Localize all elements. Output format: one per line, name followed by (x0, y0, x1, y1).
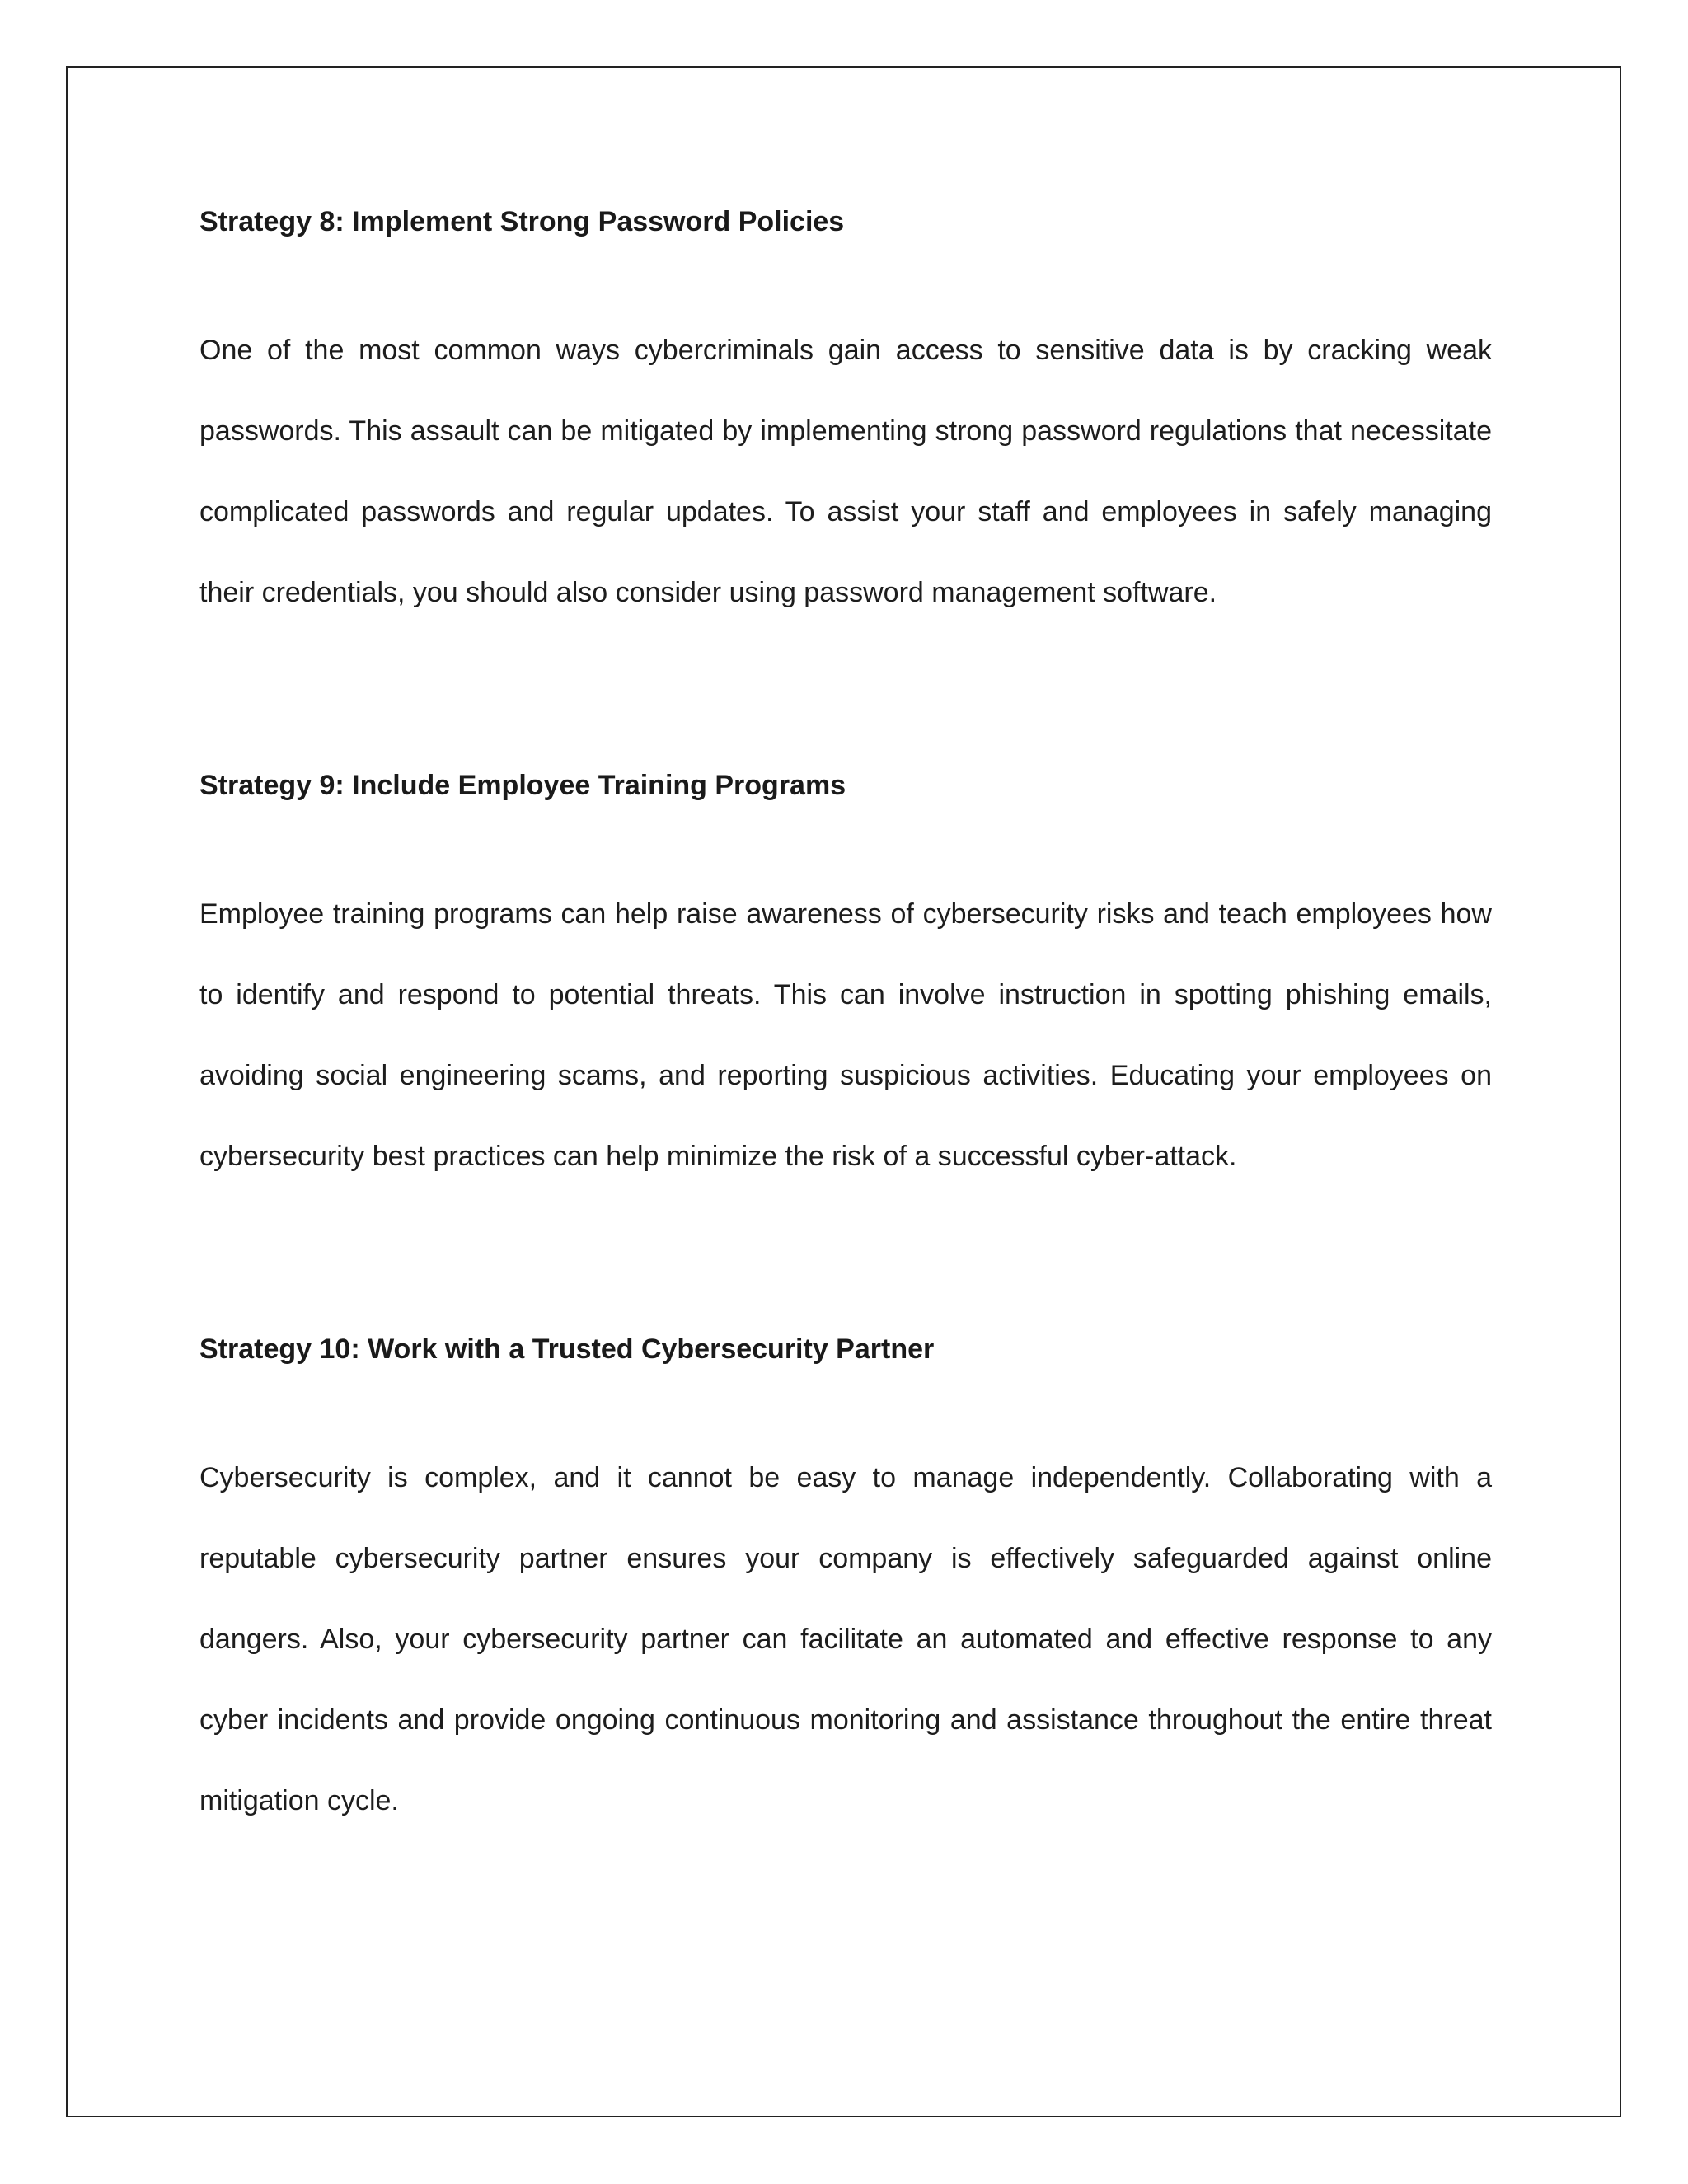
section-spacer (199, 633, 1492, 745)
section-paragraph: One of the most common ways cybercriminals gain access to sensitive data is by cracking weak passwords. This assault can be mitigated by implementing strong password regulations that necessitate complicated passwords and regular updates. To assist your staff and employees in safely managing their credentials, you should also consider using password management software. (199, 335, 1492, 608)
section-strategy-8 (199, 181, 1492, 633)
section-strategy-10 (199, 1309, 1492, 1841)
section-spacer (199, 1197, 1492, 1309)
document-content (199, 181, 1492, 1841)
section-paragraph: Cybersecurity is complex, and it cannot be easy to manage independently. Collaborating with a reputable cybersecurity partner ensures your company is effectively safeguarded against online dangers. Also, your cybersecurity partner can facilitate an automated and effective response to any cyber incidents and provide ongoing continuous monitoring and assistance throughout the entire threat mitigation cycle. (199, 1462, 1492, 1816)
section-paragraph: Employee training programs can help raise awareness of cybersecurity risks and teach employees how to identify and respond to potential threats. This can involve instruction in spotting phishing emails, avoiding social engineering scams, and reporting suspicious activities. Educating your employees on cybersecurity best practices can help minimize the risk of a successful cyber-attack. (199, 898, 1492, 1172)
section-strategy-9 (199, 745, 1492, 1197)
section-heading: Strategy 10: Work with a Trusted Cybersecurity Partner (199, 1333, 935, 1365)
section-heading: Strategy 8: Implement Strong Password Policies (199, 206, 845, 237)
section-heading: Strategy 9: Include Employee Training Programs (199, 770, 846, 801)
